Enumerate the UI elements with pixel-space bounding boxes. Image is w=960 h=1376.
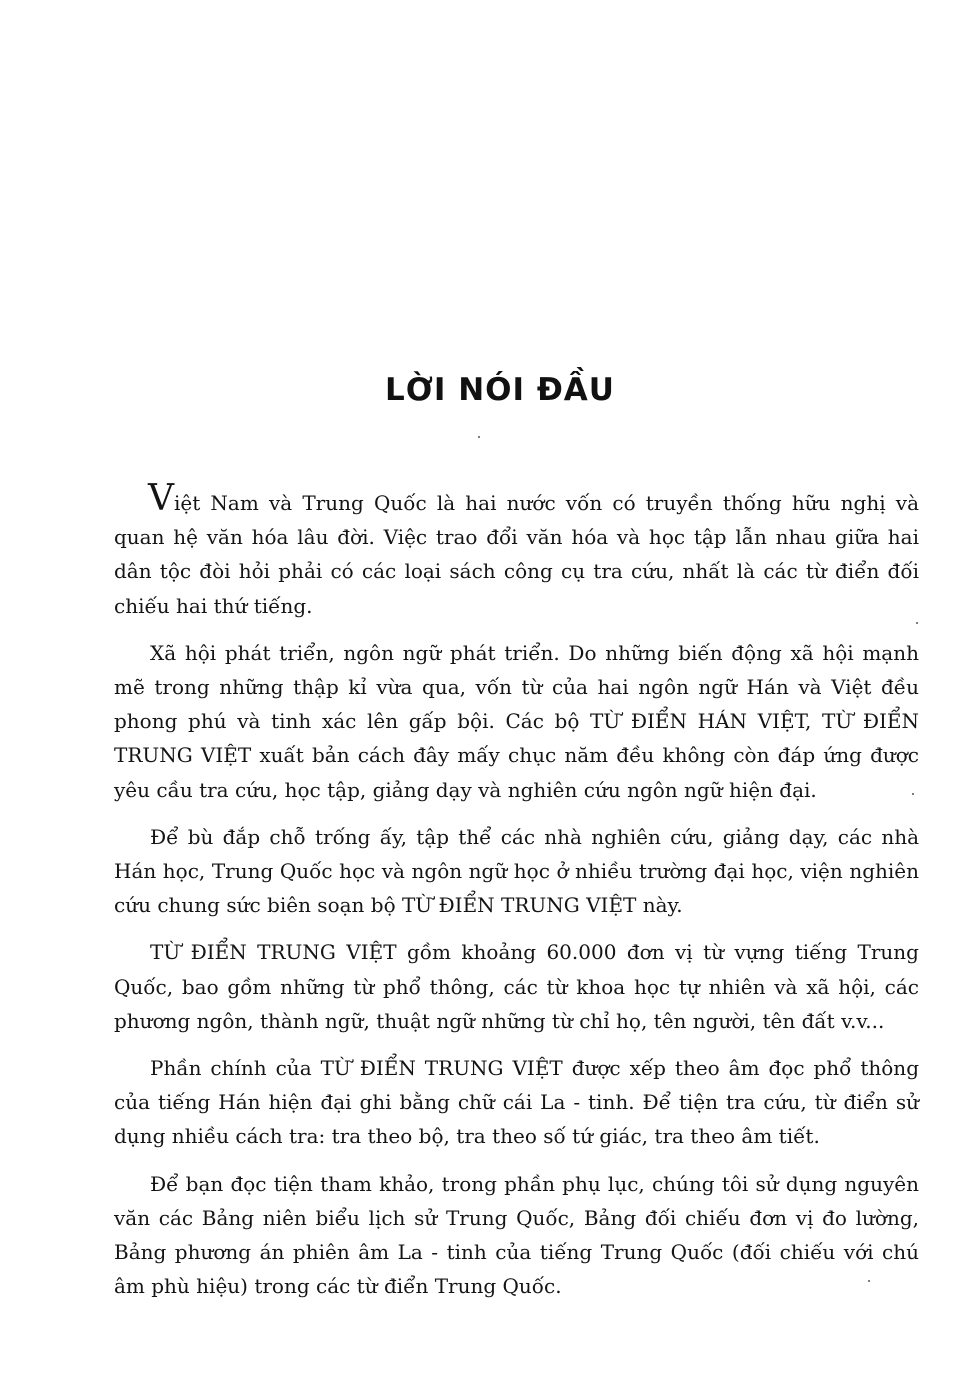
scan-speck — [868, 1280, 870, 1282]
drop-cap: V — [148, 478, 174, 519]
paragraph-2: Xã hội phát triển, ngôn ngữ phát triển. Do những biến động xã hội mạnh mẽ trong những thập kỉ vừa qua, vốn từ của hai ngôn ngữ Hán và Việt đều phong phú và tinh xác lên gấp bội. Các bộ TỪ ĐIỂN HÁN VIỆT, TỪ ĐIỂN TRUNG VIỆT xuất bản cách đây mấy chục năm đều không còn đáp ứng được yêu cầu tra cứu, học tập, giảng dạy và nghiên cứu ngôn ngữ hiện đại. — [114, 640, 919, 802]
paragraph-1 — [114, 478, 919, 623]
document-body — [114, 478, 919, 1316]
scan-speck — [478, 436, 480, 438]
paragraph-5: Phần chính của TỪ ĐIỂN TRUNG VIỆT được xếp theo âm đọc phổ thông của tiếng Hán hiện đại ghi bằng chữ cái La - tinh. Để tiện tra cứu, từ điển sử dụng nhiều cách tra: tra theo bộ, tra theo số tứ giác, tra theo âm tiết. — [114, 1056, 919, 1149]
paragraph-1-text: iệt Nam và Trung Quốc là hai nước vốn có truyền thống hữu nghị và quan hệ văn hóa lâu đời. Việc trao đổi văn hóa và học tập lẫn nhau giữa hai dân tộc đòi hỏi phải có các loại sách công cụ tra cứu, nhất là các từ điển đối chiếu hai thứ tiếng. — [114, 491, 919, 618]
paragraph-4: TỪ ĐIỂN TRUNG VIỆT gồm khoảng 60.000 đơn vị từ vựng tiếng Trung Quốc, bao gồm những từ phổ thông, các từ khoa học tự nhiên và xã hội, các phương ngôn, thành ngữ, thuật ngữ những từ chỉ họ, tên người, tên đất v.v... — [114, 940, 919, 1033]
paragraph-3: Để bù đắp chỗ trống ấy, tập thể các nhà nghiên cứu, giảng dạy, các nhà Hán học, Trung Quốc học và ngôn ngữ học ở nhiều trường đại học, viện nghiên cứu chung sức biên soạn bộ TỪ ĐIỂN TRUNG VIỆT này. — [114, 824, 919, 918]
paragraph-6: Để bạn đọc tiện tham khảo, trong phần phụ lục, chúng tôi sử dụng nguyên văn các Bảng niên biểu lịch sử Trung Quốc, Bảng đối chiếu đơn vị đo lường, Bảng phương án phiên âm La - tinh của tiếng Trung Quốc (đối chiếu với chú âm phù hiệu) trong các từ điển Trung Quốc. — [114, 1171, 919, 1299]
scan-speck — [916, 622, 918, 624]
scan-speck — [912, 793, 914, 795]
page-heading: LỜI NÓI ĐẦU — [385, 372, 615, 408]
